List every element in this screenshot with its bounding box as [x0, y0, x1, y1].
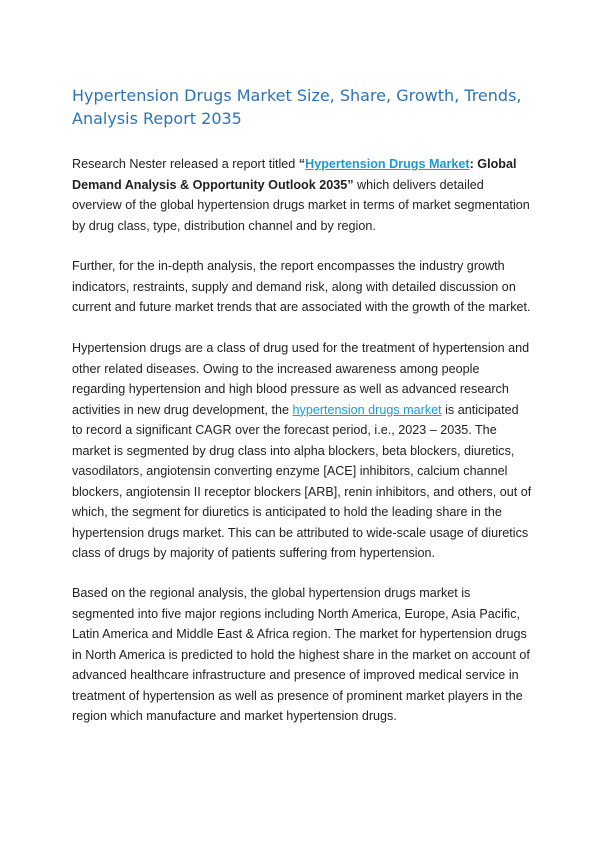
intro-outro-text: which delivers detailed overview of the global hypertension drugs market in terms of market segmentation by drug class, type, distribution channel and by region. [72, 177, 530, 233]
overview-text-before: Hypertension drugs are a class of drug used for the treatment of hypertension and other related diseases. Owing to the increased awareness among people regarding hypertension and high blood pressure as well as advanced research activities in new drug development, the [72, 341, 530, 417]
close-quote: ” [347, 177, 354, 192]
open-quote: “ [298, 157, 306, 171]
document-title: Hypertension Drugs Market Size, Share, Growth, Trends, Analysis Report 2035 [72, 86, 522, 128]
report-title-link[interactable]: Hypertension Drugs Market [305, 157, 470, 171]
paragraph-market-overview [72, 338, 532, 564]
paragraph-report-intro [72, 154, 532, 236]
overview-text-after: is anticipated to record a significant CAGR over the forecast period, i.e., 2023 – 2035. The market is segmented by drug class into alpha blockers, beta blockers, diuretics, vasodilators, angiotensin converting enzyme [ACE] inhibitors, calcium channel blockers, angiotensin II receptor blockers [ARB], renin inhibitors, and others, out of which, the segment for diuretics is anticipated to hold the leading share in the hypertension drugs market. This can be attributed to wide-scale usage of diuretics class of drugs by majority of patients suffering from hypertension. [72, 402, 532, 560]
market-link[interactable]: hypertension drugs market [292, 402, 442, 417]
paragraph-analysis: Further, for the in-depth analysis, the report encompasses the industry growth indicators, restraints, supply and demand risk, along with detailed discussion on current and future market trends that are associated with the growth of the market. [72, 259, 531, 314]
report-title-rest: : Global Demand Analysis & Opportunity Outlook 2035 [72, 157, 517, 192]
paragraph-regional-analysis: Based on the regional analysis, the global hypertension drugs market is segmented into five major regions including North America, Europe, Asia Pacific, Latin America and Middle East & Africa region. The market for hypertension drugs in North America is predicted to hold the highest share in the market on account of advanced healthcare infrastructure and presence of improved medical service in treatment of hypertension as well as presence of prominent market players in the region which manufacture and market hypertension drugs. [72, 586, 530, 723]
intro-text: Research Nester released a report titled [72, 157, 299, 171]
